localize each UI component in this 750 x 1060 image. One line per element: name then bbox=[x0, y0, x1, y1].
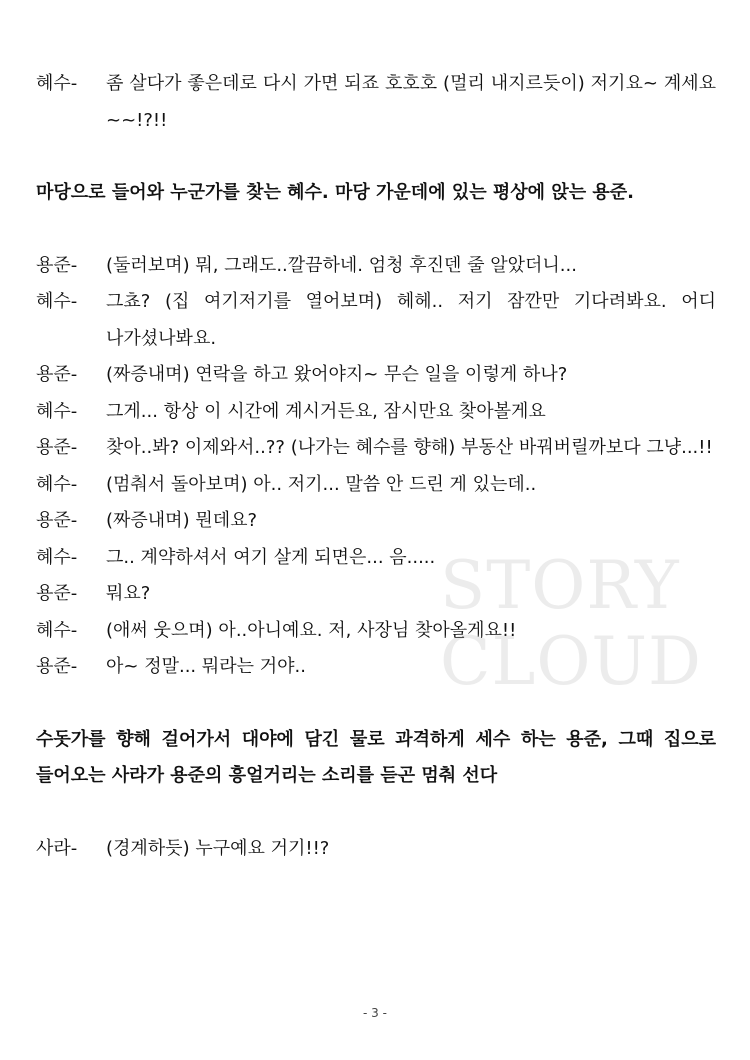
dialogue-line bbox=[36, 467, 716, 504]
dialogue-text: 아~ 정말... 뭐라는 거야.. bbox=[106, 656, 306, 677]
dialogue-text: 그.. 계약하셔서 여기 살게 되면은... 음..... bbox=[106, 546, 436, 568]
spacer bbox=[36, 795, 716, 831]
speaker-name: 혜수- bbox=[36, 619, 78, 641]
speaker-name: 혜수- bbox=[36, 400, 78, 422]
dialogue-line bbox=[36, 576, 716, 613]
dialogue-text: 좀 살다가 좋은데로 다시 가면 되죠 호호호 (멀리 내지르듯이) 저기요~ 계세요~~!?!! bbox=[106, 73, 716, 131]
spacer bbox=[36, 139, 716, 175]
watermark-line-story: STORY bbox=[440, 547, 680, 624]
spacer bbox=[36, 686, 716, 722]
dialogue-text: (둘러보며) 뭐, 그래도..깔끔하네. 엄청 후진덴 줄 알았더니... bbox=[106, 254, 577, 276]
dialogue-text: 뭐요? bbox=[106, 583, 151, 604]
speaker-name: 용준- bbox=[36, 437, 78, 458]
dialogue-line bbox=[36, 357, 716, 394]
action-description: 마당으로 들어와 누군가를 찾는 혜수. 마당 가운데에 있는 평상에 앉는 용준. bbox=[36, 182, 634, 203]
spacer bbox=[36, 212, 716, 248]
speaker-name: 혜수- bbox=[36, 546, 78, 568]
dialogue-line bbox=[36, 503, 716, 540]
dialogue-text: 그쵸? (집 여기저기를 열어보며) 헤헤.. 저기 잠깐만 기다려봐요. 어디 나가셨나봐요. bbox=[106, 291, 716, 349]
speaker-name: 혜수- bbox=[36, 73, 78, 94]
dialogue-line bbox=[36, 649, 716, 686]
dialogue-line bbox=[36, 430, 716, 467]
page-number: - 3 - bbox=[363, 1006, 387, 1020]
speaker-name: 혜수- bbox=[36, 291, 78, 312]
speaker-name: 용준- bbox=[36, 510, 78, 531]
action-description: 수돗가를 향해 걸어가서 대야에 담긴 물로 과격하게 세수 하는 용준, 그때 집으로 들어오는 사라가 용준의 흥얼거리는 소리를 듣곤 멈춰 선다 bbox=[36, 728, 716, 786]
watermark-line-cloud: CLOUD bbox=[440, 623, 702, 700]
speaker-name: 용준- bbox=[36, 656, 78, 677]
speaker-name: 혜수- bbox=[36, 473, 78, 495]
dialogue-line bbox=[36, 613, 716, 650]
dialogue-line bbox=[36, 831, 716, 868]
speaker-name: 사라- bbox=[36, 837, 78, 859]
dialogue-line bbox=[36, 66, 716, 139]
dialogue-line bbox=[36, 248, 716, 285]
speaker-name: 용준- bbox=[36, 583, 78, 604]
dialogue-line bbox=[36, 284, 716, 357]
dialogue-text: (짜증내며) 연락을 하고 왔어야지~ 무슨 일을 이렇게 하나? bbox=[106, 364, 568, 385]
dialogue-line bbox=[36, 540, 716, 577]
dialogue-text: (애써 웃으며) 아..아니예요. 저, 사장님 찾아올게요!! bbox=[106, 619, 517, 641]
script-page-content bbox=[36, 66, 716, 867]
dialogue-text: (짜증내며) 뭔데요? bbox=[106, 510, 258, 531]
speaker-name: 용준- bbox=[36, 254, 78, 276]
speaker-name: 용준- bbox=[36, 364, 78, 385]
dialogue-text: (경계하듯) 누구예요 거기!!? bbox=[106, 837, 330, 859]
dialogue-text: 찾아..봐? 이제와서..?? (나가는 혜수를 향해) 부동산 바꿔버릴까보다 그냥...!! bbox=[106, 437, 713, 458]
dialogue-text: (멈춰서 돌아보며) 아.. 저기... 말씀 안 드린 게 있는데.. bbox=[106, 473, 537, 495]
dialogue-line bbox=[36, 394, 716, 431]
dialogue-text: 그게... 항상 이 시간에 계시거든요, 잠시만요 찾아볼게요 bbox=[106, 400, 546, 422]
